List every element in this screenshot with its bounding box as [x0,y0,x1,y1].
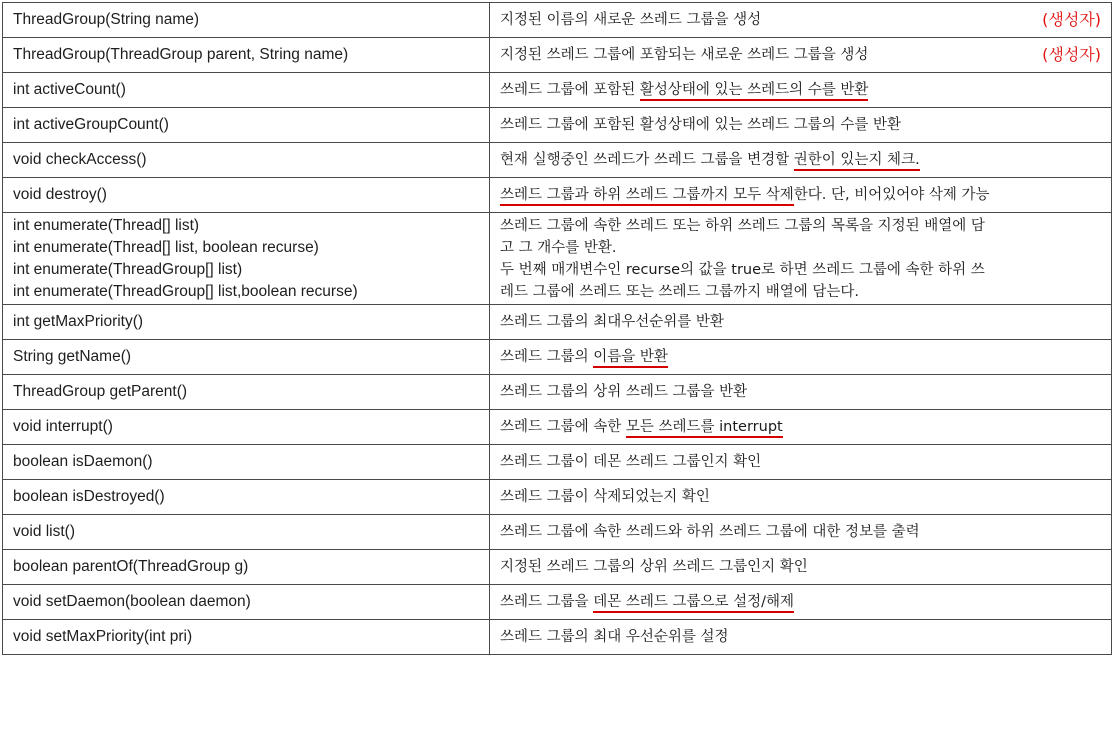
method-description-cell [490,38,1112,73]
description-line: 고 그 개수를 반환. [500,239,617,256]
description-text: 지정된 쓰레드 그룹에 포함되는 새로운 쓰레드 그룹을 생성 [500,47,869,63]
method-signature: void setMaxPriority(int pri) [13,628,193,645]
table-row [3,515,1112,550]
method-signature: int activeCount() [13,81,126,98]
description-line: 레드 그룹에 쓰레드 또는 쓰레드 그룹까지 배열에 담는다. [500,283,860,300]
constructor-note: (생성자) [1042,45,1101,64]
threadgroup-method-table [2,2,1112,655]
method-signature: ThreadGroup(String name) [13,11,200,28]
method-signature-cell [3,620,490,655]
method-signature-cell [3,585,490,620]
table-row [3,410,1112,445]
method-signature-cell [3,445,490,480]
method-description-cell [490,340,1112,375]
underlined-description-text: 이름을 반환 [593,349,668,368]
description-text: 쓰레드 그룹에 포함된 활성상태에 있는 쓰레드 그룹의 수를 반환 [500,117,902,133]
method-description-cell [490,410,1112,445]
method-signature-cell [3,515,490,550]
method-description-cell [490,3,1112,38]
method-description-cell [490,108,1112,143]
method-description-cell [490,143,1112,178]
table-row [3,3,1112,38]
description-line: 두 번째 매개변수인 recurse의 값을 true로 하면 쓰레드 그룹에 속한 하위 쓰 [500,261,985,278]
underlined-description-text: 데몬 쓰레드 그룹으로 설정/해제 [593,594,794,613]
method-signature-cell [3,305,490,340]
method-signature: int enumerate(ThreadGroup[] list,boolean recurse) [13,282,358,300]
method-signature: boolean isDaemon() [13,453,153,470]
method-signature: boolean isDestroyed() [13,488,165,505]
method-signature-cell [3,480,490,515]
table-row [3,550,1112,585]
method-signature: void destroy() [13,186,107,203]
method-signature: void setDaemon(boolean daemon) [13,593,251,610]
description-text: 쓰레드 그룹을 [500,594,594,610]
description-text: 쓰레드 그룹에 속한 쓰레드와 하위 쓰레드 그룹에 대한 정보를 출력 [500,524,920,540]
method-signature-cell [3,108,490,143]
method-description-cell [490,375,1112,410]
table-row [3,73,1112,108]
method-description-cell [490,445,1112,480]
description-text: 지정된 쓰레드 그룹의 상위 쓰레드 그룹인지 확인 [500,559,808,575]
underlined-description-text: 쓰레드 그룹과 하위 쓰레드 그룹까지 모두 삭제 [500,187,794,206]
table-row [3,213,1112,305]
table-row [3,305,1112,340]
description-text: 지정된 이름의 새로운 쓰레드 그룹을 생성 [500,12,762,28]
description-line: 쓰레드 그룹에 속한 쓰레드 또는 하위 쓰레드 그룹의 목록을 지정된 배열에 담 [500,217,985,234]
table-row [3,445,1112,480]
method-signature-cell [3,3,490,38]
underlined-description-text: 활성상태에 있는 쓰레드의 수를 반환 [640,82,869,101]
table-row [3,108,1112,143]
underlined-description-text: 모든 쓰레드를 interrupt [626,419,783,438]
method-signature: String getName() [13,348,132,365]
description-text: 쓰레드 그룹의 최대 우선순위를 설정 [500,629,729,645]
method-description-cell [490,620,1112,655]
method-signature: void interrupt() [13,418,113,435]
method-description-cell [490,73,1112,108]
underlined-description-text: 권한이 있는지 체크. [794,152,920,171]
method-signature: ThreadGroup(ThreadGroup parent, String name) [13,46,349,63]
description-text: 쓰레드 그룹에 속한 [500,419,626,435]
method-signature: ThreadGroup getParent() [13,383,188,400]
method-signature-cell [3,38,490,73]
method-signature-cell [3,73,490,108]
table-row [3,143,1112,178]
description-text: 한다. 단, 비어있어야 삭제 가능 [793,187,990,203]
method-signature: int getMaxPriority() [13,313,144,330]
description-text: 쓰레드 그룹이 삭제되었는지 확인 [500,489,710,505]
method-description-cell [490,515,1112,550]
method-signature: int enumerate(ThreadGroup[] list) [13,260,243,278]
method-signature-cell [3,340,490,375]
table-row [3,178,1112,213]
method-signature: int enumerate(Thread[] list, boolean recurse) [13,238,319,256]
table-row [3,38,1112,73]
table-body [3,3,1112,655]
method-signature: boolean parentOf(ThreadGroup g) [13,558,249,575]
method-description-cell [490,550,1112,585]
method-signature: void list() [13,523,76,540]
method-signature-cell [3,213,490,305]
method-signature-cell [3,410,490,445]
description-text: 현재 실행중인 쓰레드가 쓰레드 그룹을 변경할 [500,152,794,168]
description-text: 쓰레드 그룹의 상위 쓰레드 그룹을 반환 [500,384,748,400]
description-text: 쓰레드 그룹의 [500,349,594,365]
method-description-cell [490,213,1112,305]
table-row [3,620,1112,655]
description-text: 쓰레드 그룹이 데몬 쓰레드 그룹인지 확인 [500,454,762,470]
table-row [3,340,1112,375]
method-signature-cell [3,178,490,213]
method-signature: int activeGroupCount() [13,116,169,133]
method-description-cell [490,305,1112,340]
constructor-note: (생성자) [1042,10,1101,29]
description-text: 쓰레드 그룹에 포함된 [500,82,640,98]
method-description-cell [490,178,1112,213]
method-signature: int enumerate(Thread[] list) [13,216,200,234]
table-row [3,585,1112,620]
method-signature-cell [3,143,490,178]
table-row [3,480,1112,515]
method-signature: void checkAccess() [13,151,147,168]
method-signature-cell [3,550,490,585]
method-signature-cell [3,375,490,410]
table-row [3,375,1112,410]
method-description-cell [490,480,1112,515]
method-description-cell [490,585,1112,620]
description-text: 쓰레드 그룹의 최대우선순위를 반환 [500,314,724,330]
